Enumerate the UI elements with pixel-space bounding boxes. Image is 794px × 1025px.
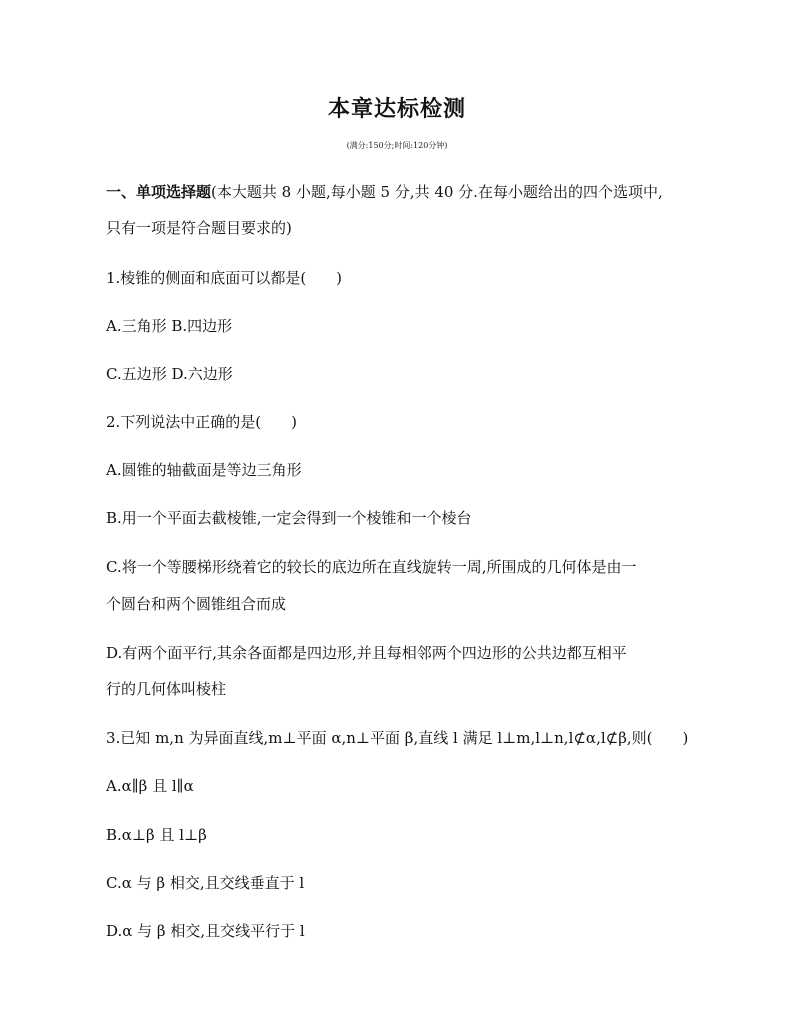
question-1-text: 1.棱锥的侧面和底面可以都是( <box>106 269 307 287</box>
section-instruction-1: (本大题共 8 小题,每小题 5 分,共 40 分.在每小题给出的四个选项中, <box>211 183 663 201</box>
question-3-option-d: D.α 与 β 相交,且交线平行于 l <box>106 922 305 940</box>
question-2-option-b: B.用一个平面去截棱锥,一定会得到一个棱锥和一个棱台 <box>106 509 472 527</box>
section-instruction-2: 只有一项是符合题目要求的) <box>106 219 292 237</box>
question-3-option-a: A.α∥β 且 l∥α <box>106 777 194 795</box>
section-heading: 一、单项选择题 <box>106 183 212 201</box>
question-2-option-d-cont: 行的几何体叫棱柱 <box>106 680 227 698</box>
question-2-option-a: A.圆锥的轴截面是等边三角形 <box>106 461 302 479</box>
question-2-text: 2.下列说法中正确的是( <box>106 413 262 431</box>
question-2-stem <box>106 412 297 432</box>
question-2-close: ) <box>291 413 298 431</box>
page-title: 本章达标检测 <box>327 97 466 122</box>
question-1-close: ) <box>336 269 343 287</box>
question-2-option-c-cont: 个圆台和两个圆锥组合而成 <box>106 595 287 613</box>
question-3-close: ) <box>682 729 689 747</box>
question-3-stem <box>106 728 688 748</box>
question-1-stem <box>106 268 342 288</box>
page-subtitle: (满分:150分;时间:120分钟) <box>346 141 448 150</box>
question-2-option-c: C.将一个等腰梯形绕着它的较长的底边所在直线旋转一周,所围成的几何体是由一 <box>106 558 637 576</box>
question-2-option-d: D.有两个面平行,其余各面都是四边形,并且每相邻两个四边形的公共边都互相平 <box>106 644 627 662</box>
question-3-option-b: B.α⊥β 且 l⊥β <box>106 826 207 844</box>
section-heading-line <box>106 182 663 202</box>
question-1-option-line-2: C.五边形 D.六边形 <box>106 365 233 383</box>
question-3-option-c: C.α 与 β 相交,且交线垂直于 l <box>106 874 305 892</box>
question-1-option-line-1: A.三角形 B.四边形 <box>106 317 233 335</box>
question-3-text: 3.已知 m,n 为异面直线,m⊥平面 α,n⊥平面 β,直线 l 满足 l⊥m,l⊥n,l⊄α,l⊄β,则( <box>106 729 653 747</box>
